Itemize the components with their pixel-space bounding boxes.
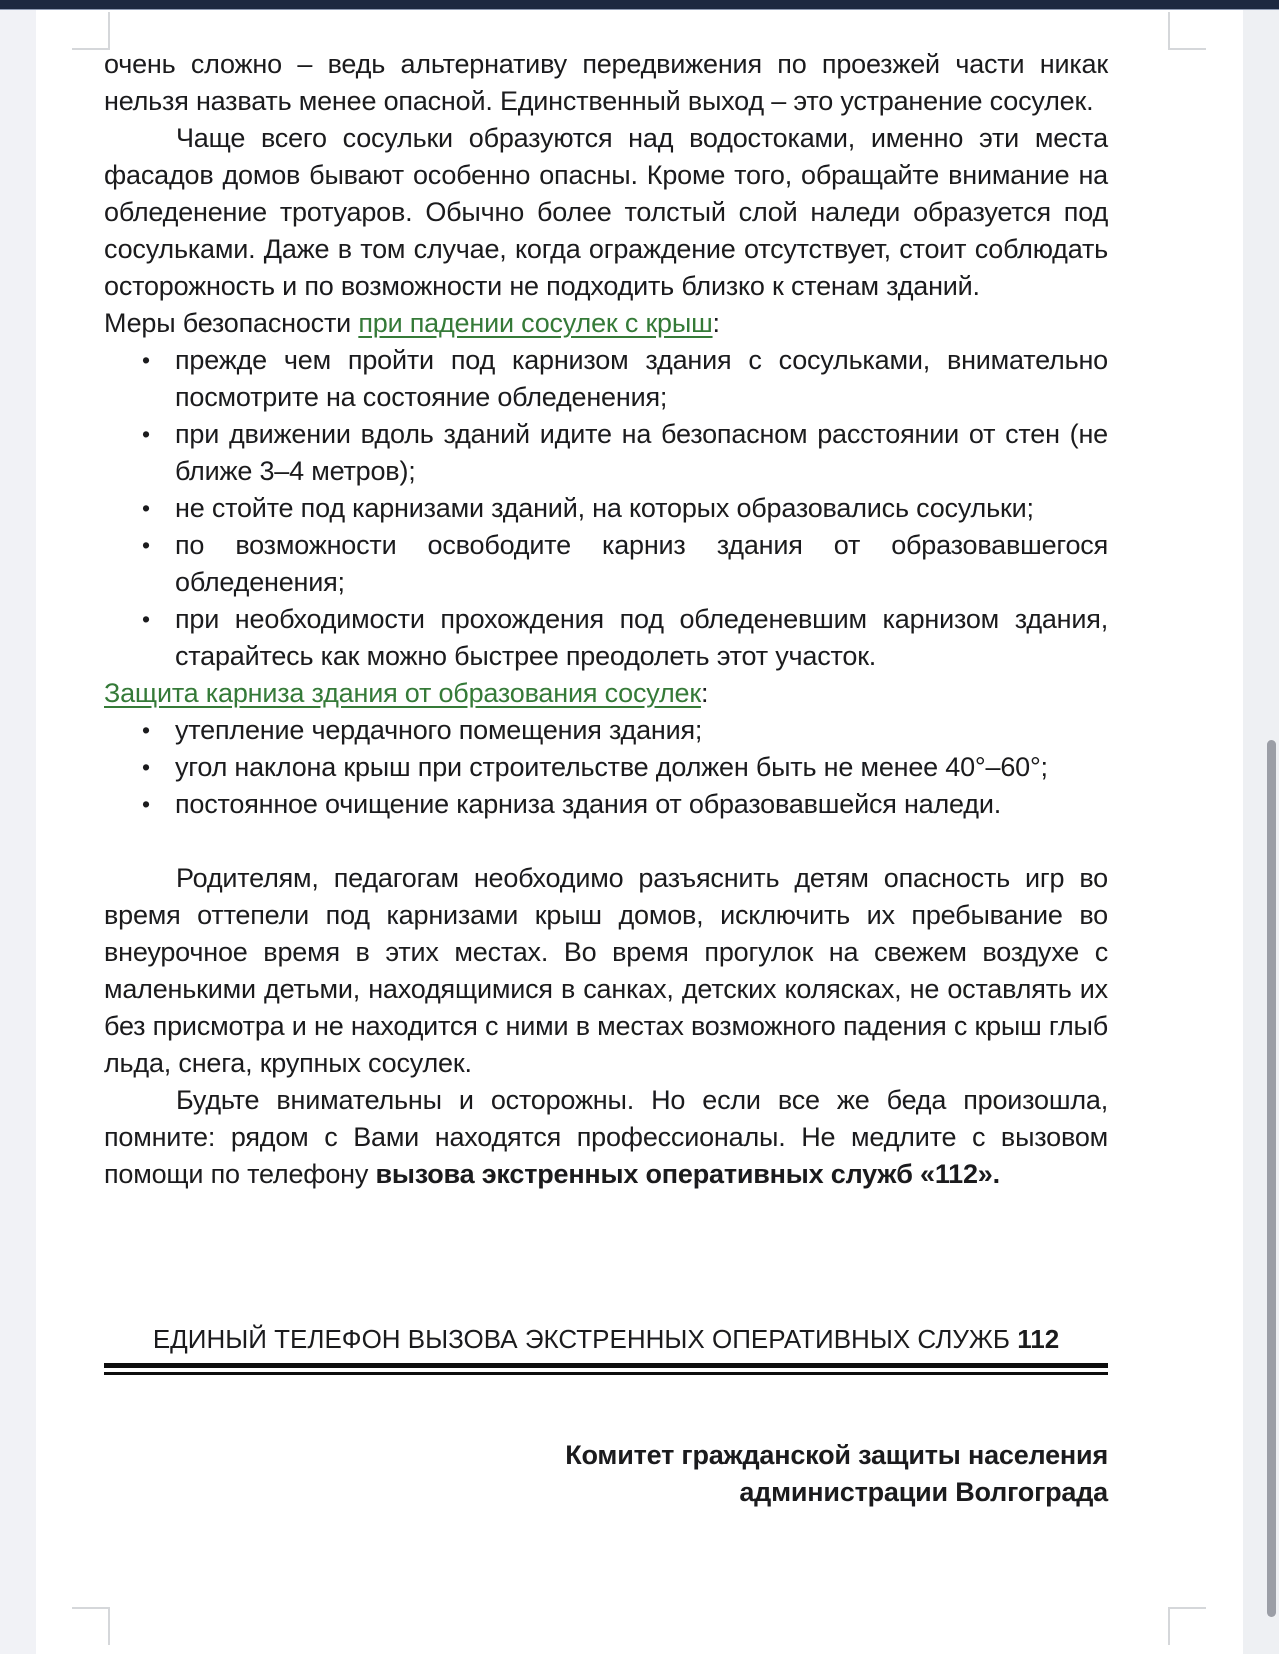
top-bar	[0, 0, 1279, 10]
list-item: • при необходимости прохождения под обледеневшим карнизом здания, старайтесь как можно быстрее преодолеть этот участок.	[104, 601, 1108, 675]
list-item: • прежде чем пройти под карнизом здания с сосульками, внимательно посмотрите на состояние обледенения;	[104, 342, 1108, 416]
scrollbar-thumb[interactable]	[1267, 740, 1276, 1617]
document-body	[104, 46, 1108, 1511]
list-item: • постоянное очищение карниза здания от образовавшейся наледи.	[104, 786, 1108, 823]
left-edge-strip	[0, 10, 36, 1654]
cornice-protection-link[interactable]: Защита карниза здания от образования сосулек	[104, 678, 701, 708]
safety-measures-colon: :	[712, 308, 720, 338]
icicle-fall-link[interactable]: при падении сосулек с крыш	[358, 308, 713, 338]
call-112-bold: вызова экстренных оперативных служб «112».	[375, 1159, 1000, 1189]
corner-mark-top-left	[72, 12, 110, 50]
right-edge-strip	[1243, 10, 1279, 1654]
corner-mark-bottom-left	[72, 1607, 110, 1645]
list-item: • утепление чердачного помещения здания;	[104, 712, 1108, 749]
safety-measures-prefix: Меры безопасности	[104, 308, 359, 338]
signature-line-1: Комитет гражданской защиты населения	[565, 1440, 1108, 1470]
emergency-number-112: 112	[1017, 1324, 1060, 1354]
safety-bullet-list	[104, 342, 1108, 675]
paragraph-intro: очень сложно – ведь альтернативу передвижения по проезжей части никак нельзя назвать менее опасной. Единственный выход – это устранение сосулек.	[104, 49, 1108, 116]
call-112-text: Будьте внимательны и осторожны. Но если все же беда произошла, помните: рядом с Вами находятся профессионалы. Не медлите с вызовом помощи по телефону	[104, 1085, 1108, 1189]
list-item: • по возможности освободите карниз здания от образовавшегося обледенения;	[104, 527, 1108, 601]
list-item: • при движении вдоль зданий идите на безопасном расстоянии от стен (не ближе 3–4 метров);	[104, 416, 1108, 490]
paragraph-call-112	[104, 1082, 1108, 1193]
safety-measures-heading	[104, 305, 1108, 342]
cornice-protection-heading	[104, 675, 1108, 712]
signature-block	[104, 1437, 1108, 1511]
paragraph-parents-warning: Родителям, педагогам необходимо разъяснить детям опасность игр во время оттепели под карнизами крыш домов, исключить их пребывание во внеурочное время в этих местах. Во время прогулок на свежем воздухе с маленькими детьми, находящимися в санках, детских колясках, не оставлять их без присмотра и не находится с ними в местах возможного падения с крыш глыб льда, снега, крупных сосулек.	[104, 863, 1108, 1078]
signature-line-2: администрации Волгограда	[739, 1477, 1108, 1507]
cornice-protection-colon: :	[700, 678, 709, 708]
corner-mark-bottom-right	[1168, 1607, 1206, 1645]
paragraph-icicle-locations: Чаще всего сосульки образуются над водостоками, именно эти места фасадов домов бывают особенно опасны. Кроме того, обращайте внимание на обледенение тротуаров. Обычно более толстый слой наледи образуется под сосульками. Даже в том случае, когда ограждение отсутствует, стоит соблюдать осторожность и по возможности не подходить близко к стенам зданий.	[104, 123, 1108, 301]
list-item: • не стойте под карнизами зданий, на которых образовались сосульки;	[104, 490, 1108, 527]
protection-bullet-list	[104, 712, 1108, 823]
emergency-number-text: ЕДИНЫЙ ТЕЛЕФОН ВЫЗОВА ЭКСТРЕННЫХ ОПЕРАТИВНЫХ СЛУЖБ	[152, 1324, 1018, 1354]
corner-mark-top-right	[1168, 12, 1206, 50]
list-item: • угол наклона крыш при строительстве должен быть не менее 40°–60°;	[104, 749, 1108, 786]
emergency-number-line	[104, 1321, 1108, 1358]
double-rule	[104, 1363, 1108, 1375]
